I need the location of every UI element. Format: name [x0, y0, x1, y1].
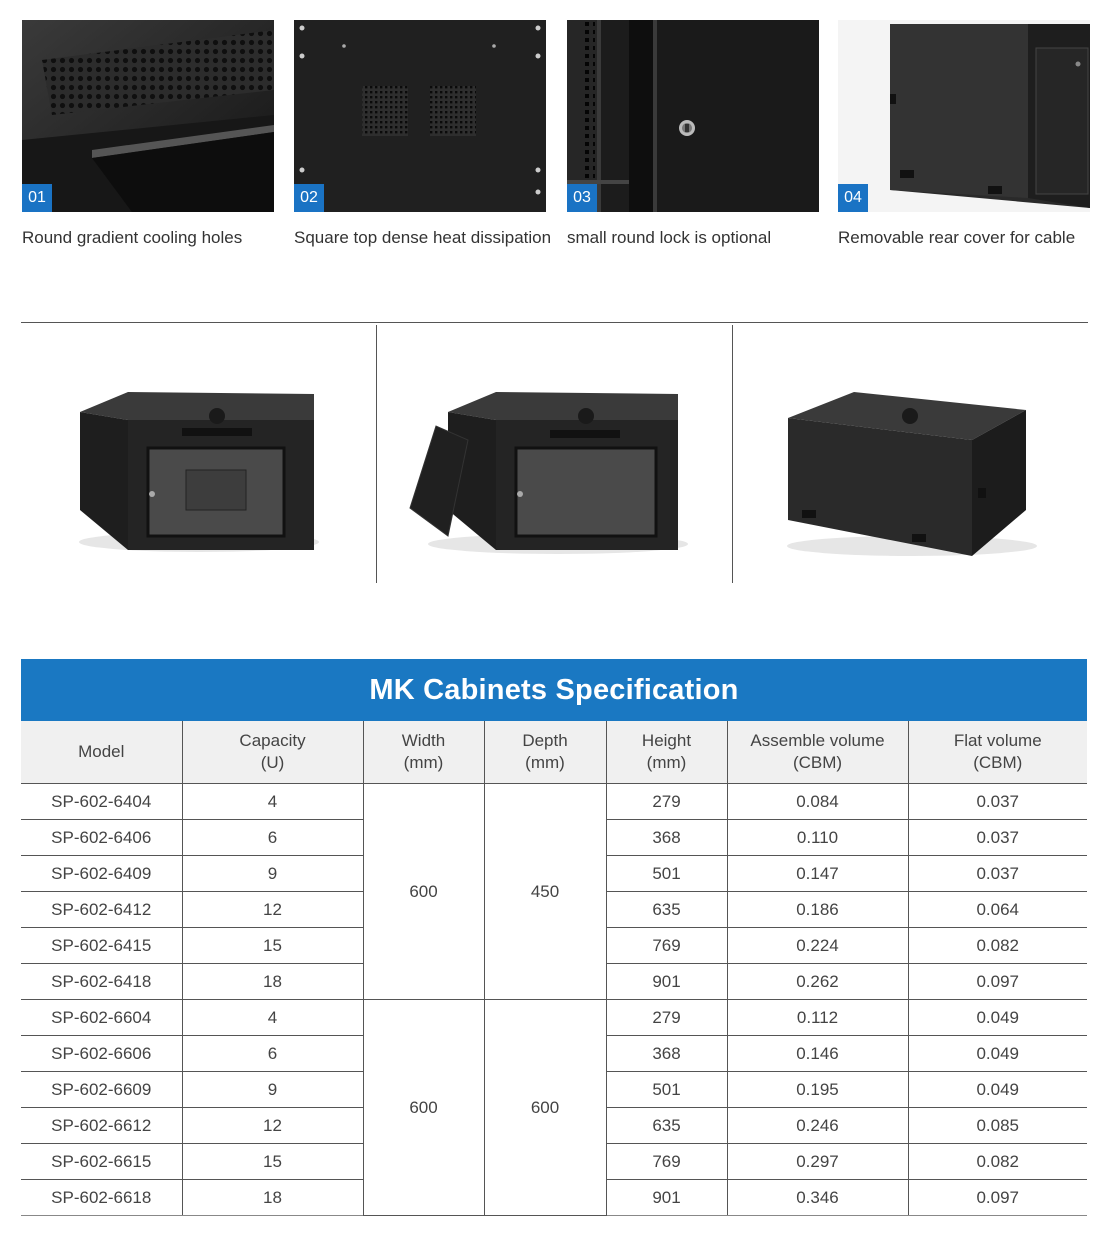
feature-caption: small round lock is optional: [567, 228, 772, 247]
cell-assemble-volume: 0.346: [727, 1180, 908, 1216]
feature-number-badge: 02: [294, 184, 324, 212]
column-header-assemble-volume: Assemble volume (CBM): [727, 721, 908, 784]
cell-flat-volume: 0.097: [908, 1180, 1087, 1216]
cell-model: SP-602-6606: [21, 1036, 182, 1072]
cell-capacity: 18: [182, 1180, 363, 1216]
cabinet-front-view-image: [74, 370, 324, 565]
feature-number-badge: 04: [838, 184, 868, 212]
cell-assemble-volume: 0.110: [727, 820, 908, 856]
cell-model: SP-602-6618: [21, 1180, 182, 1216]
cell-flat-volume: 0.082: [908, 1144, 1087, 1180]
cell-model: SP-602-6609: [21, 1072, 182, 1108]
feature-caption: Square top dense heat dissipation: [294, 228, 552, 247]
cell-width-group: 600: [363, 1000, 484, 1216]
cell-model: SP-602-6615: [21, 1144, 182, 1180]
cell-model: SP-602-6612: [21, 1108, 182, 1144]
feature-caption: Removable rear cover for cable: [838, 228, 1076, 247]
cell-flat-volume: 0.037: [908, 856, 1087, 892]
cell-assemble-volume: 0.112: [727, 1000, 908, 1036]
cell-assemble-volume: 0.147: [727, 856, 908, 892]
cell-flat-volume: 0.037: [908, 784, 1087, 820]
cell-flat-volume: 0.064: [908, 892, 1087, 928]
cell-height: 368: [606, 1036, 727, 1072]
feature-card-cooling-holes: [22, 20, 274, 248]
cell-height: 901: [606, 964, 727, 1000]
cell-flat-volume: 0.037: [908, 820, 1087, 856]
cell-depth-group: 450: [484, 784, 606, 1000]
heat-dissipation-image: [294, 20, 546, 212]
cell-capacity: 6: [182, 1036, 363, 1072]
cell-model: SP-602-6412: [21, 892, 182, 928]
cell-height: 901: [606, 1180, 727, 1216]
cell-model: SP-602-6404: [21, 784, 182, 820]
cell-height: 279: [606, 1000, 727, 1036]
cell-flat-volume: 0.085: [908, 1108, 1087, 1144]
cell-height: 635: [606, 1108, 727, 1144]
cell-width-group: 600: [363, 784, 484, 1000]
feature-card-lock: [567, 20, 819, 248]
cell-assemble-volume: 0.084: [727, 784, 908, 820]
cabinet-rear-view-image: [782, 370, 1042, 565]
cell-flat-volume: 0.082: [908, 928, 1087, 964]
cell-height: 769: [606, 928, 727, 964]
feature-number-badge: 01: [22, 184, 52, 212]
cell-assemble-volume: 0.297: [727, 1144, 908, 1180]
round-lock-image: [567, 20, 819, 212]
cell-assemble-volume: 0.262: [727, 964, 908, 1000]
column-header-height: Height (mm): [606, 721, 727, 784]
cell-capacity: 12: [182, 1108, 363, 1144]
cell-capacity: 9: [182, 856, 363, 892]
cell-capacity: 9: [182, 1072, 363, 1108]
cell-capacity: 18: [182, 964, 363, 1000]
cell-assemble-volume: 0.224: [727, 928, 908, 964]
column-divider: [376, 325, 377, 583]
cell-flat-volume: 0.097: [908, 964, 1087, 1000]
cell-model: SP-602-6415: [21, 928, 182, 964]
cell-assemble-volume: 0.246: [727, 1108, 908, 1144]
cell-model: SP-602-6409: [21, 856, 182, 892]
table-row: [21, 1000, 1087, 1036]
feature-card-heat-dissipation: [294, 20, 552, 248]
cell-model: SP-602-6604: [21, 1000, 182, 1036]
cell-assemble-volume: 0.195: [727, 1072, 908, 1108]
column-header-flat-volume: Flat volume (CBM): [908, 721, 1087, 784]
cell-capacity: 12: [182, 892, 363, 928]
cell-capacity: 15: [182, 1144, 363, 1180]
section-divider: [21, 322, 1088, 323]
cell-height: 279: [606, 784, 727, 820]
cell-capacity: 4: [182, 784, 363, 820]
cell-height: 501: [606, 856, 727, 892]
cell-capacity: 6: [182, 820, 363, 856]
cell-height: 635: [606, 892, 727, 928]
table-row: [21, 784, 1087, 820]
cell-height: 368: [606, 820, 727, 856]
cell-flat-volume: 0.049: [908, 1036, 1087, 1072]
cell-flat-volume: 0.049: [908, 1072, 1087, 1108]
rear-cover-image: [838, 20, 1090, 212]
cell-model: SP-602-6406: [21, 820, 182, 856]
column-header-depth: Depth (mm): [484, 721, 606, 784]
column-divider: [732, 325, 733, 583]
cabinet-open-door-view-image: [408, 370, 688, 565]
column-header-width: Width (mm): [363, 721, 484, 784]
feature-card-rear-cover: [838, 20, 1090, 248]
cell-height: 769: [606, 1144, 727, 1180]
cell-capacity: 4: [182, 1000, 363, 1036]
cell-depth-group: 600: [484, 1000, 606, 1216]
cell-capacity: 15: [182, 928, 363, 964]
cell-height: 501: [606, 1072, 727, 1108]
column-header-model: Model: [21, 721, 182, 784]
cell-model: SP-602-6418: [21, 964, 182, 1000]
cell-assemble-volume: 0.186: [727, 892, 908, 928]
feature-caption: Round gradient cooling holes: [22, 228, 243, 247]
spec-table-title: MK Cabinets Specification: [21, 659, 1087, 721]
cooling-holes-image: [22, 20, 274, 212]
cell-flat-volume: 0.049: [908, 1000, 1087, 1036]
spec-table-section: [21, 659, 1087, 1216]
spec-table: [21, 721, 1087, 1216]
cell-assemble-volume: 0.146: [727, 1036, 908, 1072]
column-header-capacity: Capacity (U): [182, 721, 363, 784]
feature-number-badge: 03: [567, 184, 597, 212]
table-header-row: [21, 721, 1087, 784]
